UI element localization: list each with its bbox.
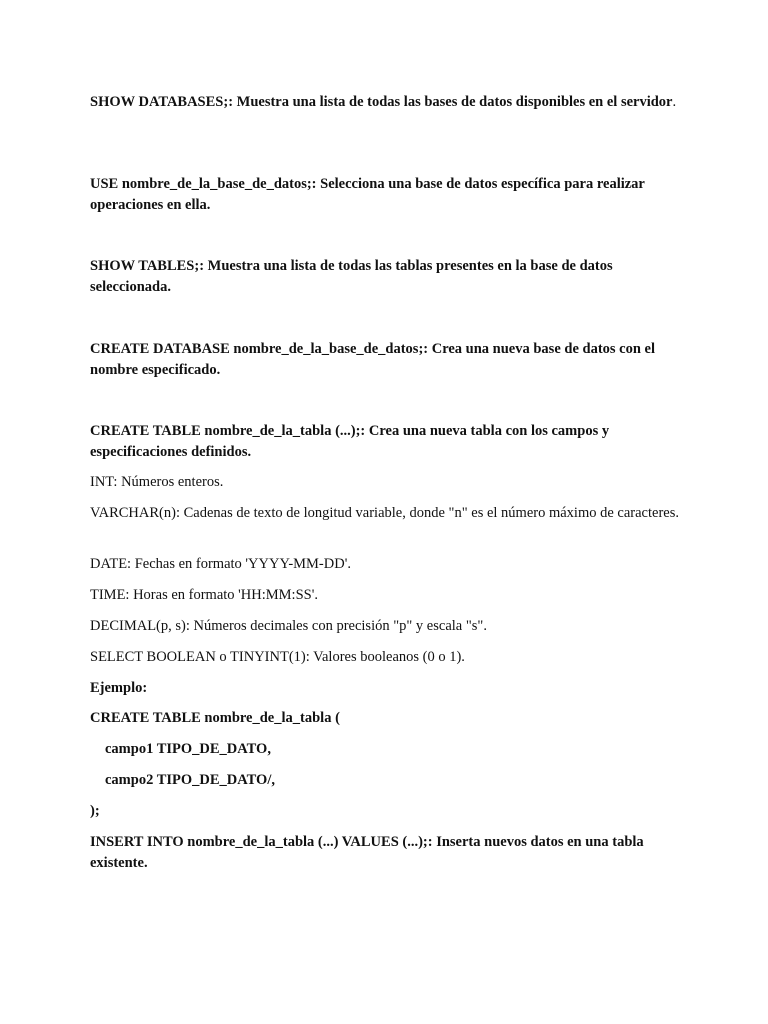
show-databases-period: . <box>672 94 677 110</box>
type-int: INT: Números enteros. <box>90 474 224 490</box>
example-line-1: CREATE TABLE nombre_de_la_tabla ( <box>90 710 340 726</box>
type-boolean: SELECT BOOLEAN o TINYINT(1): Valores booleanos (0 o 1). <box>90 649 465 665</box>
type-decimal: DECIMAL(p, s): Números decimales con precisión "p" y escala "s". <box>90 618 487 634</box>
paragraph-use-database: USE nombre_de_la_base_de_datos;: Selecciona una base de datos específica para realizar operaciones en ella. <box>90 176 645 213</box>
paragraph-create-table: CREATE TABLE nombre_de_la_tabla (...);: Crea una nueva tabla con los campos y especificaciones definidos. <box>90 423 610 460</box>
paragraph-insert-into: INSERT INTO nombre_de_la_tabla (...) VALUES (...);: Inserta nuevos datos en una tabla existente. <box>90 834 644 871</box>
type-date: DATE: Fechas en formato 'YYYY-MM-DD'. <box>90 556 351 572</box>
example-line-2: campo1 TIPO_DE_DATO, <box>105 741 271 757</box>
paragraph-create-database: CREATE DATABASE nombre_de_la_base_de_datos;: Crea una nueva base de datos con el nombre especificado. <box>90 341 656 378</box>
type-time: TIME: Horas en formato 'HH:MM:SS'. <box>90 587 318 603</box>
paragraph-show-databases <box>90 92 690 113</box>
paragraph-show-tables: SHOW TABLES;: Muestra una lista de todas las tablas presentes en la base de datos seleccionada. <box>90 258 613 295</box>
example-heading: Ejemplo: <box>90 680 148 696</box>
show-databases-text: SHOW DATABASES;: Muestra una lista de todas las bases de datos disponibles en el servidor <box>90 94 673 110</box>
example-line-3: campo2 TIPO_DE_DATO/, <box>105 772 275 788</box>
example-line-4: ); <box>90 803 100 819</box>
type-varchar: VARCHAR(n): Cadenas de texto de longitud variable, donde "n" es el número máximo de caracteres. <box>90 505 679 521</box>
